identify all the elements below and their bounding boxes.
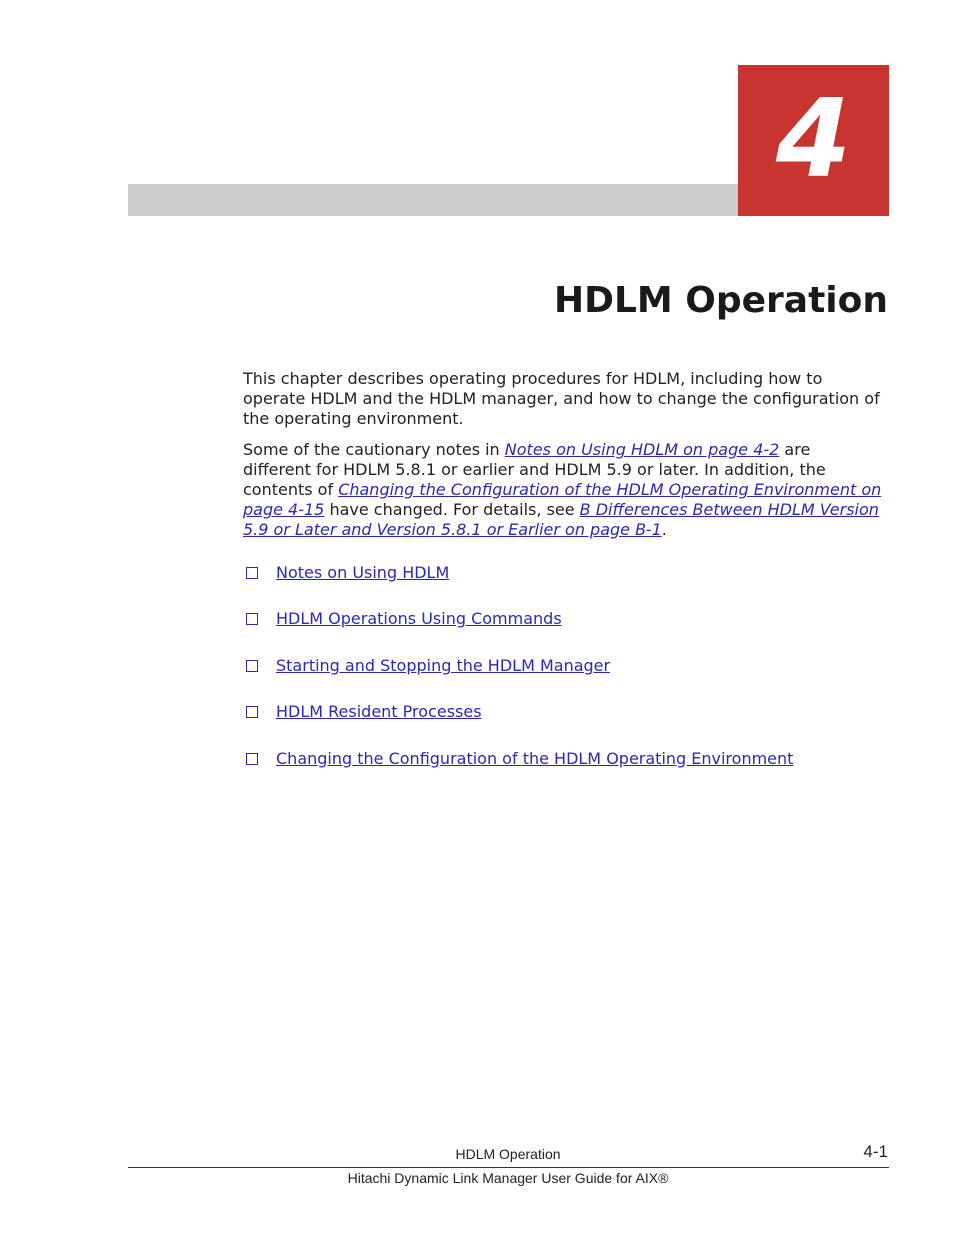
xref-changing-configuration[interactable]: Changing the Configuration of the HDLM Operating Environment on page 4-15 — [243, 479, 882, 519]
footer-page-number: 4-1 — [863, 1142, 888, 1161]
chapter-title: HDLM Operation — [553, 280, 888, 321]
toc-link-operations-using-commands[interactable]: HDLM Operations Using Commands — [276, 609, 562, 629]
toc-link-changing-configuration[interactable]: Changing the Configuration of the HDLM Operating Environment — [276, 748, 794, 768]
toc-item — [243, 748, 883, 794]
intro-text: have changed. For details, see — [324, 499, 580, 519]
toc-item — [243, 562, 883, 608]
square-bullet-icon — [246, 753, 258, 765]
footer-divider — [128, 1167, 889, 1168]
chapter-toc — [243, 562, 883, 794]
chapter-header-bar — [128, 184, 740, 216]
toc-link-resident-processes[interactable]: HDLM Resident Processes — [276, 702, 482, 722]
toc-item — [243, 608, 883, 654]
toc-link-starting-stopping-manager[interactable]: Starting and Stopping the HDLM Manager — [276, 655, 611, 675]
toc-link-notes-on-using-hdlm[interactable]: Notes on Using HDLM — [276, 563, 450, 582]
xref-appendix-b-differences[interactable]: B Differences Between HDLM Version 5.9 or Later and Version 5.8.1 or Earlier on page B-1 — [243, 499, 879, 539]
square-bullet-icon — [246, 660, 258, 672]
footer-section-title: HDLM Operation — [455, 1146, 561, 1162]
toc-item — [243, 655, 883, 701]
square-bullet-icon — [246, 706, 258, 718]
intro-text: Some of the cautionary notes in — [243, 440, 505, 460]
footer-guide-title: Hitachi Dynamic Link Manager User Guide for AIX® — [347, 1170, 669, 1186]
chapter-number-box — [738, 65, 889, 216]
intro-paragraph-1: This chapter describes operating procedures for HDLM, including how to operate HDLM and the HDLM manager, and how to change the configuration of the operating environment. — [243, 369, 880, 428]
chapter-number: 4 — [775, 77, 852, 202]
intro-text: . — [661, 519, 667, 539]
chapter-intro — [243, 369, 883, 551]
toc-item — [243, 701, 883, 747]
xref-notes-on-using-hdlm[interactable]: Notes on Using HDLM on page 4-2 — [504, 440, 780, 460]
square-bullet-icon — [246, 567, 258, 579]
intro-paragraph-2 — [243, 440, 883, 539]
square-bullet-icon — [246, 613, 258, 625]
intro-text: are different for HDLM 5.8.1 or earlier and HDLM 5.9 or later. In addition, the contents of — [243, 440, 826, 499]
